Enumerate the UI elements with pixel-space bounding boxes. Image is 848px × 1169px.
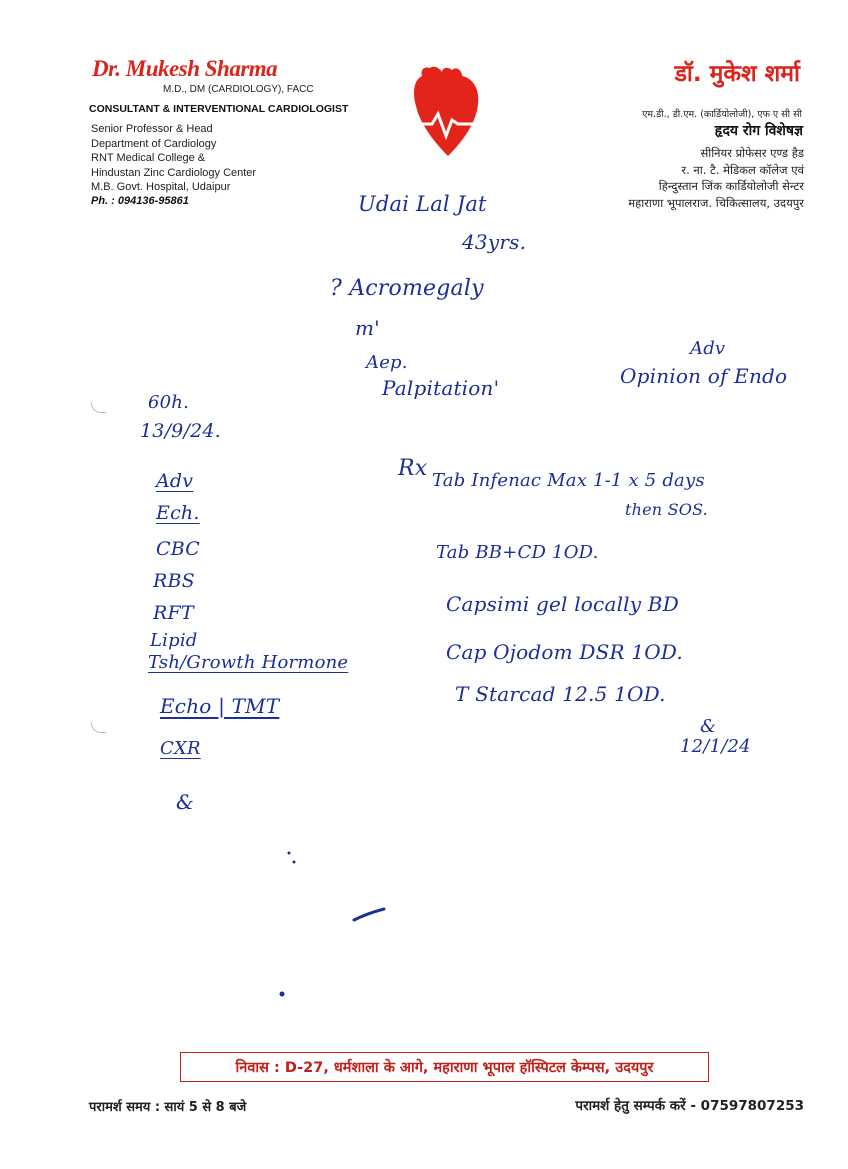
patient-sex: m' <box>355 316 380 340</box>
position-line-hindi: सीनियर प्रोफेसर एण्ड हैड <box>700 146 804 160</box>
investigation-item: Echo | TMT <box>160 694 280 718</box>
ink-dot-mark <box>278 990 286 998</box>
opinion-adv: Adv <box>690 338 726 359</box>
investigation-item: CXR <box>160 738 201 759</box>
note-date: 13/9/24. <box>140 420 221 442</box>
history-label: Aep. <box>366 352 408 373</box>
bottom-mark: & <box>176 790 195 814</box>
complaint: Palpitation' <box>382 376 500 400</box>
footer-address: निवास : D-27, धर्मशाला के आगे, महाराणा भूपाल हॉस्पिटल केम्पस, उदयपुर <box>235 1060 654 1076</box>
amp-mark: & <box>700 716 717 737</box>
doctor-phone: Ph. : 094136-95861 <box>91 195 189 207</box>
doctor-degrees-hindi: एम.डी., डी.एम. (कार्डियोलोजी), एफ ए सी सी <box>642 109 802 120</box>
position-line: M.B. Govt. Hospital, Udaipur <box>91 181 231 194</box>
position-line: Hindustan Zinc Cardiology Center <box>91 166 257 179</box>
ink-dot-mark <box>286 850 298 866</box>
consult-contact: परामर्श हेतु सम्पर्क करें - 07597807253 <box>575 1098 804 1114</box>
prescription-item: Tab BB+CD 1OD. <box>436 542 599 563</box>
investigation-item: Tsh/Growth Hormone <box>148 652 349 673</box>
doctor-positions-hindi <box>628 145 804 212</box>
position-line: RNT Medical College & <box>91 152 206 165</box>
position-line: Department of Cardiology <box>91 137 217 150</box>
punch-hole-mark <box>91 722 106 733</box>
investigation-item: Lipid <box>150 630 198 651</box>
doctor-name-hindi: डॉ. मुकेश शर्मा <box>674 61 800 87</box>
rx-symbol: Rx <box>398 456 428 481</box>
consult-time: परामर्श समय : सायं 5 से 8 बजे <box>89 1100 247 1115</box>
opinion: Opinion of Endo <box>620 364 788 388</box>
diagnosis: ? Acromegaly <box>330 276 484 301</box>
punch-hole-mark <box>91 402 106 413</box>
prescription-item: Tab Infenac Max 1-1 x 5 days <box>432 470 705 491</box>
prescription-item: T Starcad 12.5 1OD. <box>455 682 666 706</box>
investigation-item: CBC <box>156 538 200 560</box>
position-line-hindi: र. ना. टै. मेडिकल कॉलेज एवं <box>681 162 804 177</box>
prescription-item: Cap Ojodom DSR 1OD. <box>446 640 683 664</box>
doctor-title-hindi: हृदय रोग विशेषज्ञ <box>714 123 803 139</box>
doctor-degrees-english: M.D., DM (CARDIOLOGY), FACC <box>163 84 314 95</box>
investigation-item: RFT <box>153 602 194 624</box>
adv-label: Adv <box>156 470 194 492</box>
sign-date: 12/1/24 <box>680 736 751 757</box>
position-line-hindi: महाराणा भूपालराज. चिकित्सालय, उदयपुर <box>628 196 804 211</box>
doctor-title-english: CONSULTANT & INTERVENTIONAL CARDIOLOGIST <box>89 103 349 115</box>
prescription-item: Capsimi gel locally BD <box>446 592 679 616</box>
position-line: Senior Professor & Head <box>91 123 213 135</box>
heart-logo-icon <box>410 62 482 158</box>
investigation-item: RBS <box>153 570 195 592</box>
investigation-item: Ech. <box>156 502 200 524</box>
patient-age: 43yrs. <box>462 230 527 254</box>
doctor-name-english: Dr. Mukesh Sharma <box>92 56 278 81</box>
patient-name: Udai Lal Jat <box>358 192 487 216</box>
doctor-positions-english <box>91 122 256 195</box>
position-line-hindi: हिन्दुस्तान जिंक कार्डियोलोजी सेन्टर <box>658 179 804 194</box>
ink-stroke-mark <box>352 906 386 924</box>
note-top: 60h. <box>148 392 190 413</box>
prescription-duration: then SOS. <box>625 500 708 519</box>
footer-address-box <box>180 1052 709 1082</box>
